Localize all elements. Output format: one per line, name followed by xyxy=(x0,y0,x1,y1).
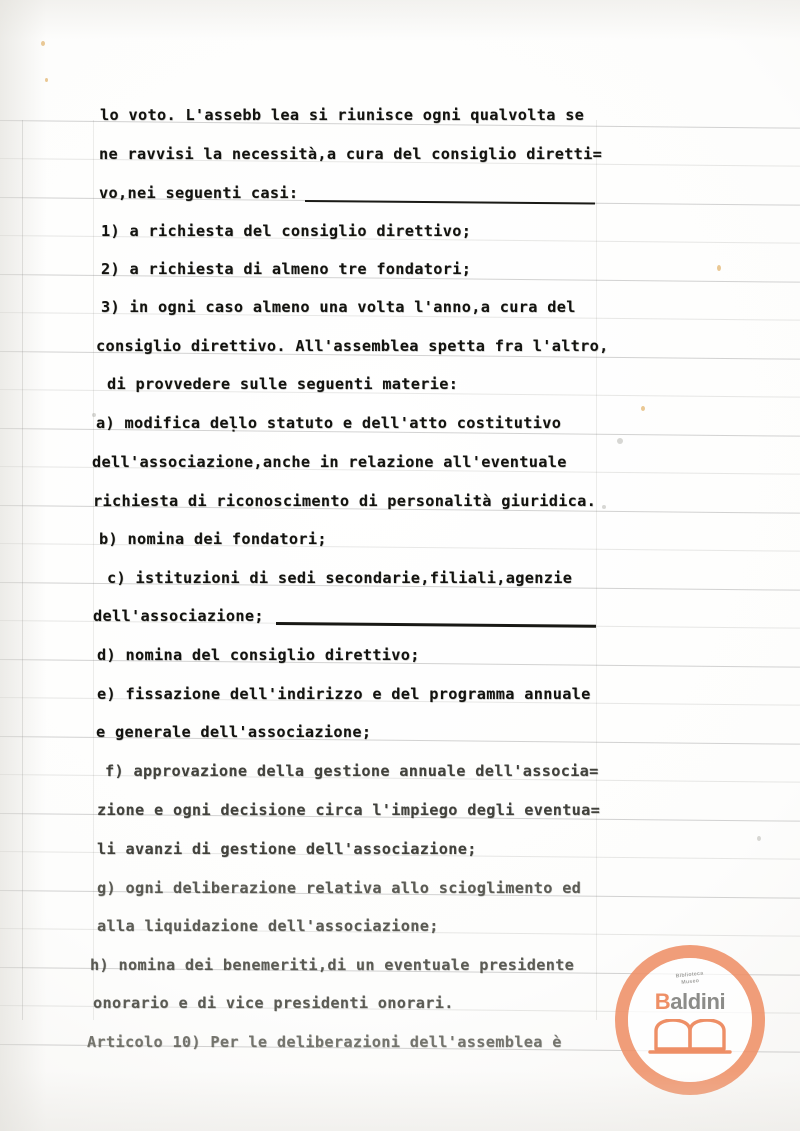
typed-line: onorario e di vice presidenti onorari. xyxy=(93,994,454,1012)
stamp-wordmark xyxy=(615,989,765,1015)
scan-edge-shadow-top xyxy=(0,0,800,40)
typed-line: c) istituzioni di sedi secondarie,filiali,agenzie xyxy=(107,569,573,587)
stamp-microtext-line1: Biblioteca xyxy=(675,970,704,980)
scan-edge-shadow-left xyxy=(0,0,46,1131)
typed-line: ne ravvisi la necessità,a cura del consiglio diretti= xyxy=(99,145,603,163)
typed-line: 1) a richiesta del consiglio direttivo; xyxy=(101,222,472,240)
typed-line: 2) a richiesta di almeno tre fondatori; xyxy=(101,260,472,278)
typed-line: vo,nei seguenti casi: xyxy=(99,184,299,202)
typed-line: alla liquidazione dell'associazione; xyxy=(97,917,439,935)
typed-line: dell'associazione; xyxy=(93,607,264,625)
typed-line: e generale dell'associazione; xyxy=(96,723,372,741)
typed-line: li avanzi di gestione dell'associazione; xyxy=(97,840,477,858)
typed-line: a) modifica deḷlo statuto e dell'atto costitutivo xyxy=(96,414,562,432)
typed-line: f) approvazione della gestione annuale dell'associa= xyxy=(105,762,599,780)
scan-speck xyxy=(641,406,645,411)
typed-line: zione e ogni decisione circa l'impiego degli eventua= xyxy=(97,801,601,819)
typed-line: consiglio direttivo. All'assemblea spetta fra l'altro, xyxy=(96,337,609,355)
typed-line: g) ogni deliberazione relativa allo scioglimento ed xyxy=(97,879,582,897)
typed-line: dell'associazione,anche in relazione all'eventuale xyxy=(92,453,567,471)
stamp-wordmark-initial: B xyxy=(654,989,671,1014)
typed-line: 3) in ogni caso almeno una volta l'anno,a cura del xyxy=(101,298,576,316)
typed-line: b) nomina dei fondatori; xyxy=(99,530,327,548)
typed-line: d) nomina del consiglio direttivo; xyxy=(97,646,420,664)
typed-line: Articolo 10) Per le deliberazioni dell'assemblea è xyxy=(87,1033,562,1051)
typed-line: lo voto. L'assebb lea si riunisce ogni qualvolta se xyxy=(100,106,585,124)
typed-line: h) nomina dei benemeriti,di un eventuale presidente xyxy=(90,956,575,974)
scan-speck xyxy=(602,505,606,509)
scan-edge-shadow-bottom xyxy=(0,1071,800,1131)
typed-line: di provvedere sulle seguenti materie: xyxy=(107,375,459,393)
typed-line: e) fissazione dell'indirizzo e del programma annuale xyxy=(97,685,591,703)
typed-line: richiesta di riconoscimento di personalità giuridica. xyxy=(93,492,597,510)
stamp-wordmark-rest: aldini xyxy=(670,989,726,1014)
scan-speck xyxy=(617,438,623,444)
scan-speck xyxy=(757,836,761,841)
scan-speck xyxy=(92,413,96,417)
scan-speck xyxy=(717,265,721,271)
open-book-icon xyxy=(645,1019,735,1061)
stamp-microtext-line2: Museo xyxy=(681,978,700,986)
